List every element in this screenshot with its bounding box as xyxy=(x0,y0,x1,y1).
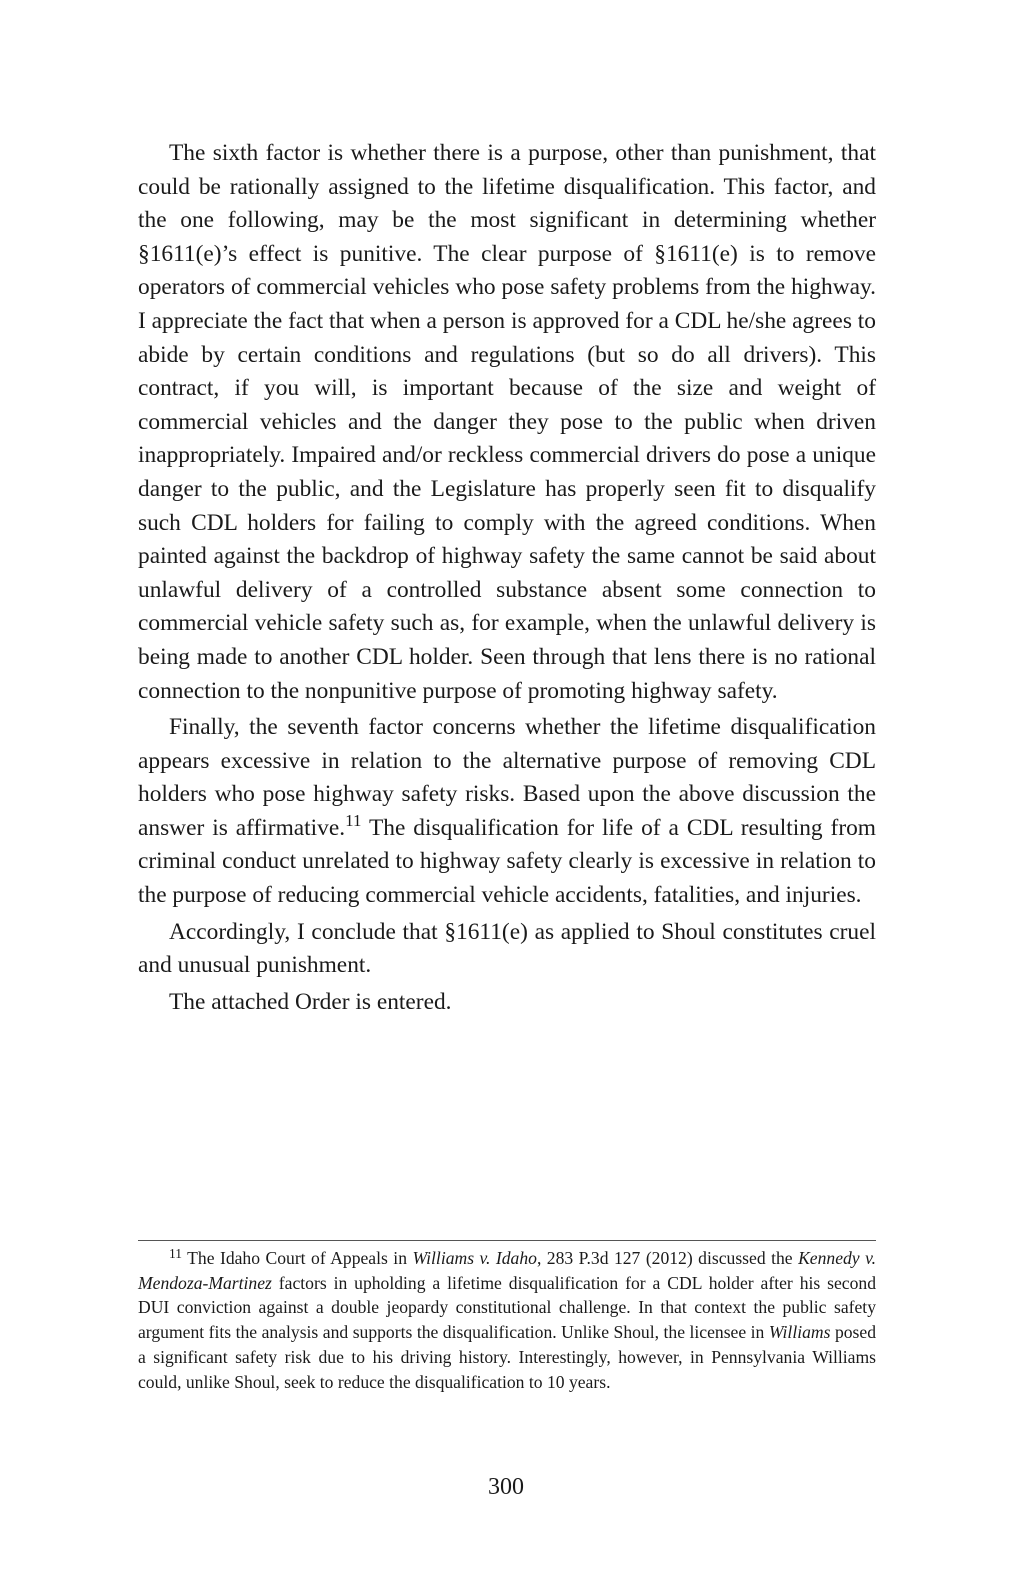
footnote-reference: 11 xyxy=(345,810,362,830)
paragraph-order: The attached Order is entered. xyxy=(169,988,452,1015)
footnote-text: factors in upholding a lifetime disqualification for a CDL holder after his second DUI conviction against a double jeopardy constitutional challenge. In that context the public safety argument fits the analysis and supports the disqualification. Unlike Shoul, the licensee in xyxy=(138,1272,876,1343)
footnote-number: 11 xyxy=(169,1246,182,1261)
footnote-divider xyxy=(138,1240,876,1241)
paragraph-seventh-factor-text: Finally, the seventh factor concerns whether the lifetime disqualification appears excessive in relation to the alternative purpose of removing CDL holders who pose highway safety risks. Based upon the above discussion the answer is affirmative. xyxy=(138,714,876,841)
paragraph-seventh-factor-text-cont: The disqualification for life of a CDL resulting from criminal conduct unrelated to highway safety clearly is excessive in relation to the purpose of reducing commercial vehicle accidents, fatalities, and injuries. xyxy=(138,814,876,909)
footnote-case-citation: Williams v. Idaho xyxy=(412,1248,537,1268)
body-text xyxy=(138,137,876,1019)
footnote-text: The Idaho Court of Appeals in xyxy=(182,1248,413,1268)
paragraph-sixth-factor: The sixth factor is whether there is a purpose, other than punishment, that could be rationally assigned to the lifetime disqualification. This factor, and the one following, may be the most significant in determining whether §1611(e)’s effect is punitive. The clear purpose of §1611(e) is to remove operators of commercial vehicles who pose safety problems from the highway. I appreciate the fact that when a person is approved for a CDL he/she agrees to abide by certain conditions and regulations (but so do all drivers). This contract, if you will, is important because of the size and weight of commercial vehicles and the danger they pose to the public when driven inappropriately. Impaired and/or reckless commercial drivers do pose a unique danger to the public, and the Legislature has properly seen fit to disqualify such CDL holders for failing to comply with the agreed conditions. When painted against the backdrop of highway safety the same cannot be said about unlawful delivery of a controlled substance absent some connection to commercial vehicle safety such as, for example, when the unlawful delivery is being made to another CDL holder. Seen through that lens there is no rational connection to the nonpunitive purpose of promoting highway safety. xyxy=(138,140,876,704)
paragraph-seventh-factor xyxy=(138,711,876,913)
page-number: 300 xyxy=(488,1474,524,1500)
footnote-text: posed a significant safety risk due to his driving history. Interestingly, however, in Pennsylvania Williams could, unlike Shoul, seek to reduce the disqualification to 10 years. xyxy=(138,1322,877,1392)
footnote-paragraph xyxy=(138,1246,876,1394)
footnote-case-citation: Kennedy v. Mendoza-Martinez xyxy=(138,1248,876,1293)
paragraph-conclusion: Accordingly, I conclude that §1611(e) as applied to Shoul constitutes cruel and unusual punishment. xyxy=(138,918,876,979)
footnote xyxy=(138,1246,876,1394)
footnote-text: , 283 P.3d 127 (2012) discussed the xyxy=(536,1248,799,1268)
footnote-case-citation: Williams xyxy=(768,1322,831,1343)
